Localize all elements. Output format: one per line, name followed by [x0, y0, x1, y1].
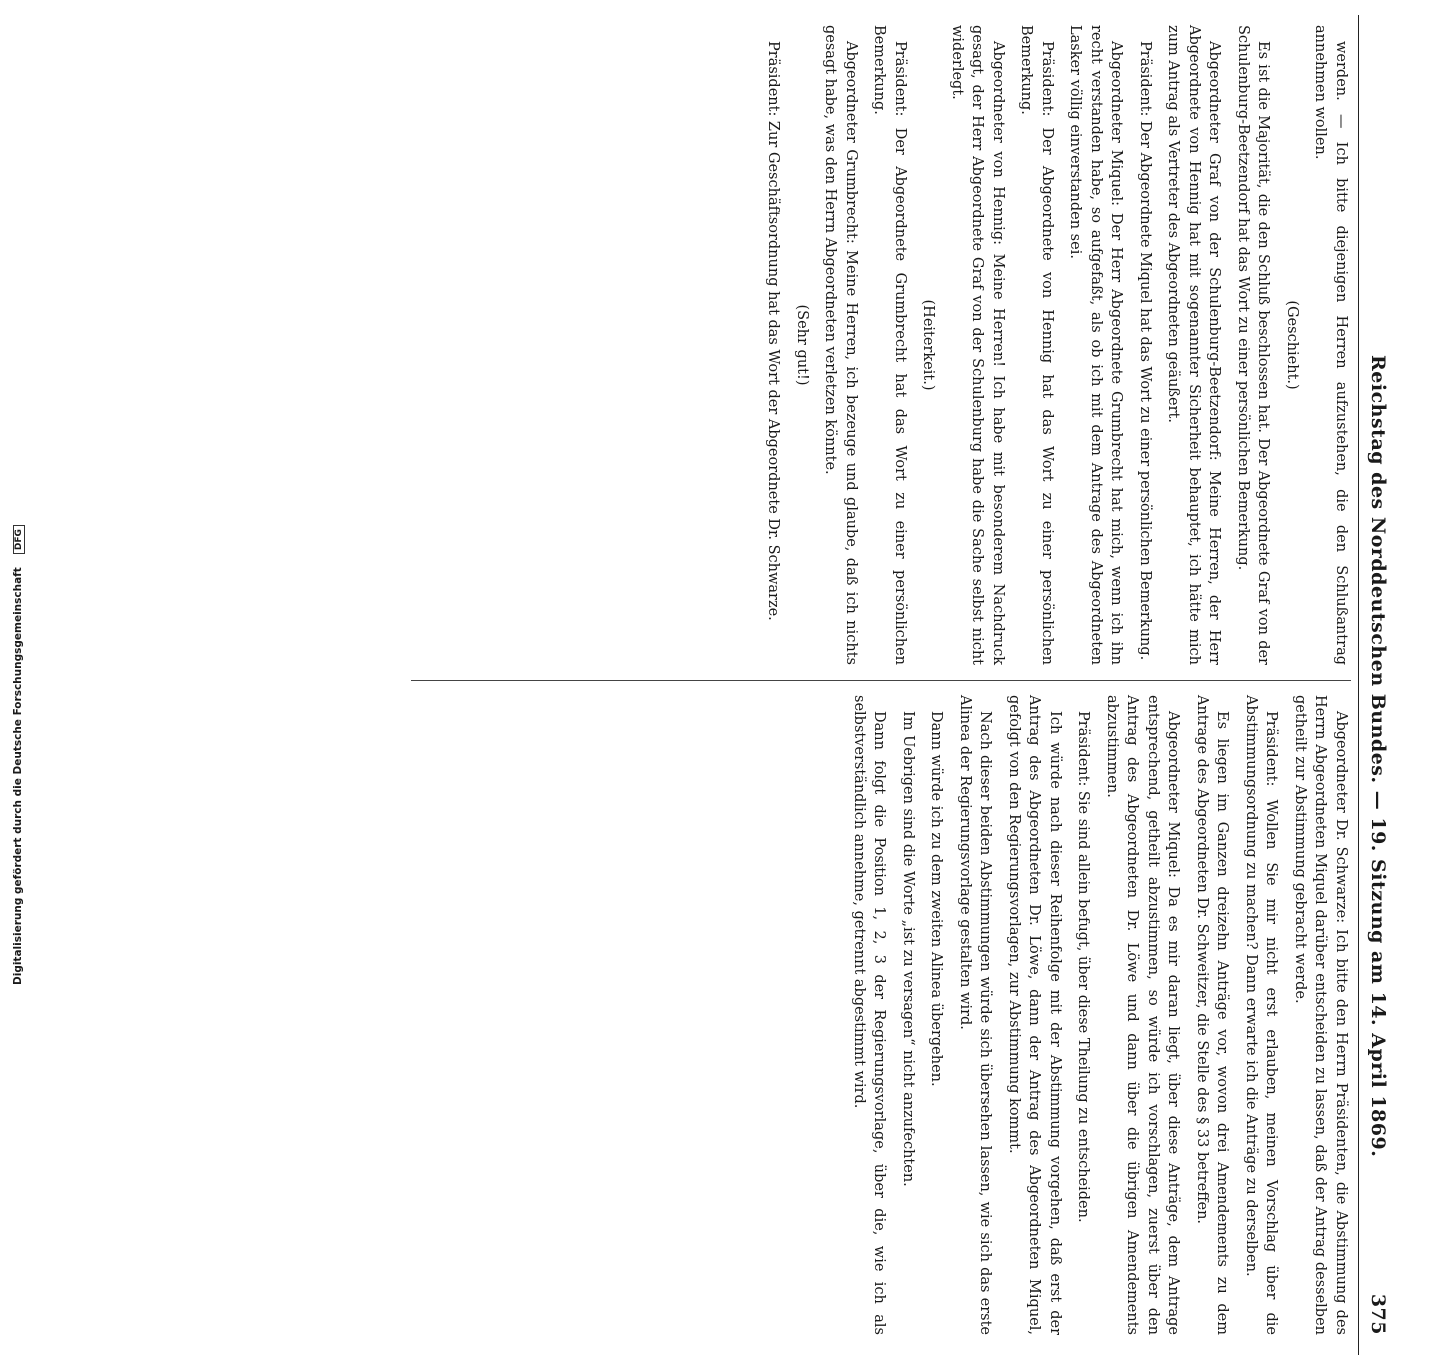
paragraph: Präsident: Zur Geschäftsordnung hat das Wort der Abgeordnete Dr. Schwarze. — [765, 41, 782, 621]
paragraph: Abgeordneter Miquel: Da es mir daran liegt, über diese Anträge, dem Antrage entsprechend, getheilt abzustimmen, so würde ich vorschlagen, zuerst über den Antrag des Abgeordneten Dr. Löwe und dann über die übrigen Amendements abzustimmen. — [1104, 695, 1182, 1335]
digitization-credit — [6, 0, 22, 985]
paragraph: Ich würde nach dieser Reihenfolge mit der Abstimmung vorgehen, daß erst der Antrag des Abgeordneten Dr. Löwe, dann der Antrag des Abgeordneten Miquel, gefolgt von den Regierungsvorlagen, zur Abstimmung kommt. — [1006, 695, 1063, 1335]
left-column — [411, 25, 1351, 665]
paragraph: Abgeordneter Grumbrecht: Meine Herren, ich bezeuge und glaube, daß ich nichts gesagt habe, was den Herrn Abgeordneten verletzen könnte. — [822, 25, 859, 665]
paragraph: Es liegen im Ganzen dreizehn Anträge vor, wovon drei Amendements zu dem Antrage des Abgeordneten Dr. Schweitzer, die Stelle des § 33 betreffen. — [1194, 695, 1231, 1335]
column-divider — [411, 680, 1351, 681]
paragraph: Abgeordneter von Hennig: Meine Herren! Ich habe mit besonderem Nachdruck gesagt, der Herr Abgeordnete Graf von der Schulenburg habe die Sache selbst nicht widerlegt. — [949, 25, 1006, 665]
paragraph: Nach dieser beiden Abstimmungen würde sich übersehen lassen, wie sich das erste Alinea der Regierungsvorlage gestalten wird. — [957, 695, 994, 1335]
page-header — [1358, 15, 1395, 1355]
paragraph: (Sehr gut!) — [794, 304, 810, 386]
dfg-logo: DFG — [13, 525, 25, 554]
paragraph: (Heiterkeit.) — [920, 299, 937, 391]
running-title: Reichstag des Norddeutschen Bundes. — 19. Sitzung am 14. April 1869. — [1367, 355, 1389, 1158]
paragraph: (Geschieht.) — [1284, 300, 1300, 390]
paragraph: Dann folgt die Position 1, 2, 3 der Regierungsvorlage, über die, wie ich als selbstverständlich annehme, getrennt abgestimmt wird. — [851, 695, 888, 1335]
paragraph: Abgeordneter Dr. Schwarze: Ich bitte den Herrn Präsidenten, die Abstimmung des Herrn Abgeordneten Miquel darüber entscheiden zu lassen, daß der Antrag desselben getheilt zur Abstimmung gebracht werde. — [1292, 695, 1349, 1335]
paragraph: Abgeordneter Miquel: Der Herr Abgeordnete Grumbrecht hat mich, wenn ich ihn recht verstanden habe, so aufgefaßt, als ob ich mit dem Antrage des Abgeordneten Lasker völlig einverstanden sei. — [1067, 25, 1125, 665]
paragraph: Im Uebrigen sind die Worte „ist zu versagen“ nicht anzufechten. — [900, 711, 916, 1187]
paragraph: Abgeordneter Graf von der Schulenburg-Beetzendorf: Meine Herren, der Herr Abgeordnete von Hennig hat mit sogenannter Sicherheit behauptet, ich hätte mich zum Antrag als Vertreter des Abgeordneten geäußert. — [1165, 25, 1223, 665]
rotated-page — [395, 15, 1395, 1355]
paragraph: Präsident: Wollen Sie mir nicht erst erlauben, meinen Vorschlag über die Abstimmungsordnung zu machen? Dann erwarte ich die Anträge zu derselben. — [1243, 695, 1280, 1335]
right-column — [411, 695, 1351, 1335]
paragraph: Es ist die Majorität, die den Schluß beschlossen hat. Der Abgeordnete Graf von der Schulenburg-Beetzendorf hat das Wort zu einer persönlichen Bemerkung. — [1235, 25, 1272, 665]
paragraph: Präsident: Der Abgeordnete Grumbrecht hat das Wort zu einer persönlichen Bemerkung. — [871, 25, 908, 665]
credit-text: Digitalisierung gefördert durch die Deutsche Forschungsgemeinschaft — [12, 567, 24, 985]
page-number: 375 — [1367, 1293, 1389, 1335]
paragraph: Präsident: Der Abgeordnete von Hennig hat das Wort zu einer persönlichen Bemerkung. — [1018, 25, 1055, 665]
paragraph: Dann würde ich zu dem zweiten Alinea übergehen. — [928, 711, 945, 1087]
paragraph: Präsident: Der Abgeordnete Miquel hat das Wort zu einer persönlichen Bemerkung. — [1137, 41, 1153, 661]
paragraph: Präsident: Sie sind allein befugt, über diese Theilung zu entscheiden. — [1075, 711, 1092, 1223]
paragraph: werden. — Ich bitte diejenigen Herren aufzustehen, die den Schlußantrag annehmen wollen. — [1312, 25, 1349, 665]
